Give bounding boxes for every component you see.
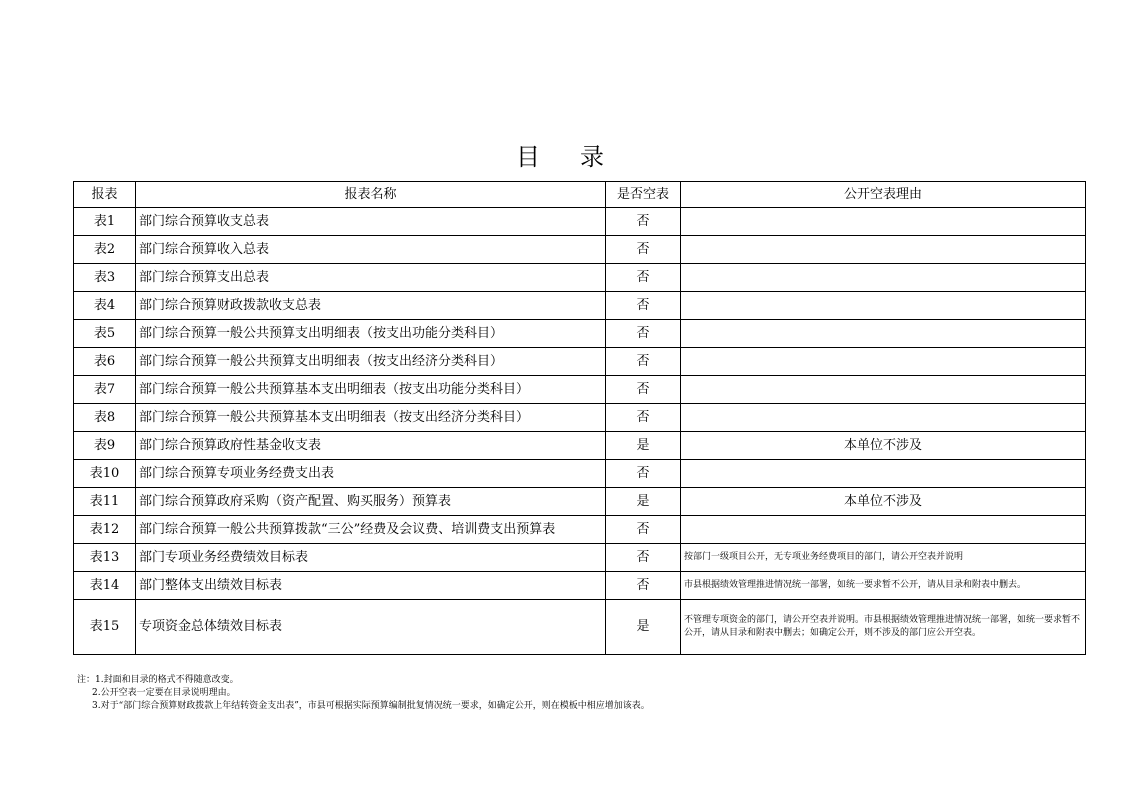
empty-reason (681, 320, 1086, 348)
footnote-1: 注：1.封面和目录的格式不得随意改变。 (77, 675, 239, 685)
empty-reason (681, 516, 1086, 544)
report-name: 部门综合预算收入总表 (136, 236, 606, 264)
table-row (74, 572, 1086, 600)
report-no: 表5 (74, 320, 136, 348)
table-row (74, 488, 1086, 516)
footnote-3: 3.对于“部门综合预算财政拨款上年结转资金支出表”，市县可根据实际预算编制批复情况统一要求，如确定公开，则在模板中相应增加该表。 (92, 701, 650, 711)
empty-reason: 不管理专项资金的部门，请公开空表并说明。市县根据绩效管理推进情况统一部署，如统一要求暂不公开，请从目录和附表中删去；如确定公开，则不涉及的部门应公开空表。 (681, 600, 1086, 655)
is-empty: 否 (606, 292, 681, 320)
report-no: 表7 (74, 376, 136, 404)
table-row (74, 516, 1086, 544)
report-name: 部门综合预算政府性基金收支表 (136, 432, 606, 460)
report-name: 部门综合预算财政拨款收支总表 (136, 292, 606, 320)
report-no: 表6 (74, 348, 136, 376)
empty-reason (681, 208, 1086, 236)
empty-reason (681, 376, 1086, 404)
table-row (74, 432, 1086, 460)
report-no: 表3 (74, 264, 136, 292)
empty-reason (681, 236, 1086, 264)
report-no: 表1 (74, 208, 136, 236)
report-name: 部门综合预算一般公共预算支出明细表（按支出功能分类科目） (136, 320, 606, 348)
table-row (74, 292, 1086, 320)
footnotes (77, 674, 650, 713)
header-is-empty: 是否空表 (606, 182, 681, 208)
report-name: 专项资金总体绩效目标表 (136, 600, 606, 655)
is-empty: 是 (606, 488, 681, 516)
table-row (74, 264, 1086, 292)
header-empty-reason: 公开空表理由 (681, 182, 1086, 208)
report-name: 部门综合预算一般公共预算拨款“三公”经费及会议费、培训费支出预算表 (136, 516, 606, 544)
table-row (74, 404, 1086, 432)
empty-reason (681, 264, 1086, 292)
is-empty: 否 (606, 320, 681, 348)
report-no: 表13 (74, 544, 136, 572)
report-no: 表11 (74, 488, 136, 516)
is-empty: 否 (606, 460, 681, 488)
footnote-2: 2.公开空表一定要在目录说明理由。 (92, 688, 236, 698)
is-empty: 否 (606, 264, 681, 292)
report-no: 表2 (74, 236, 136, 264)
is-empty: 否 (606, 236, 681, 264)
report-name: 部门综合预算一般公共预算基本支出明细表（按支出经济分类科目） (136, 404, 606, 432)
is-empty: 否 (606, 544, 681, 572)
is-empty: 是 (606, 600, 681, 655)
is-empty: 否 (606, 404, 681, 432)
table-row (74, 236, 1086, 264)
is-empty: 是 (606, 432, 681, 460)
table-row (74, 348, 1086, 376)
table-row (74, 600, 1086, 655)
catalog-table (73, 181, 1086, 655)
report-name: 部门专项业务经费绩效目标表 (136, 544, 606, 572)
report-no: 表15 (74, 600, 136, 655)
report-no: 表4 (74, 292, 136, 320)
report-no: 表10 (74, 460, 136, 488)
table-row (74, 320, 1086, 348)
empty-reason: 本单位不涉及 (681, 488, 1086, 516)
empty-reason (681, 348, 1086, 376)
empty-reason: 按部门一级项目公开，无专项业务经费项目的部门，请公开空表并说明 (681, 544, 1086, 572)
is-empty: 否 (606, 208, 681, 236)
empty-reason: 本单位不涉及 (681, 432, 1086, 460)
table-row (74, 460, 1086, 488)
report-no: 表9 (74, 432, 136, 460)
empty-reason (681, 460, 1086, 488)
report-name: 部门综合预算政府采购（资产配置、购买服务）预算表 (136, 488, 606, 516)
table-row (74, 376, 1086, 404)
report-name: 部门综合预算支出总表 (136, 264, 606, 292)
header-report-no: 报表 (74, 182, 136, 208)
empty-reason (681, 404, 1086, 432)
empty-reason (681, 292, 1086, 320)
report-name: 部门综合预算一般公共预算基本支出明细表（按支出功能分类科目） (136, 376, 606, 404)
header-report-name: 报表名称 (136, 182, 606, 208)
report-name: 部门整体支出绩效目标表 (136, 572, 606, 600)
page-title: 目录 (516, 143, 644, 171)
table-row (74, 208, 1086, 236)
report-no: 表8 (74, 404, 136, 432)
report-no: 表12 (74, 516, 136, 544)
report-no: 表14 (74, 572, 136, 600)
empty-reason: 市县根据绩效管理推进情况统一部署，如统一要求暂不公开，请从目录和附表中删去。 (681, 572, 1086, 600)
report-name: 部门综合预算收支总表 (136, 208, 606, 236)
is-empty: 否 (606, 376, 681, 404)
report-name: 部门综合预算一般公共预算支出明细表（按支出经济分类科目） (136, 348, 606, 376)
is-empty: 否 (606, 348, 681, 376)
report-name: 部门综合预算专项业务经费支出表 (136, 460, 606, 488)
table-row (74, 544, 1086, 572)
is-empty: 否 (606, 516, 681, 544)
is-empty: 否 (606, 572, 681, 600)
table-header-row (74, 182, 1086, 208)
